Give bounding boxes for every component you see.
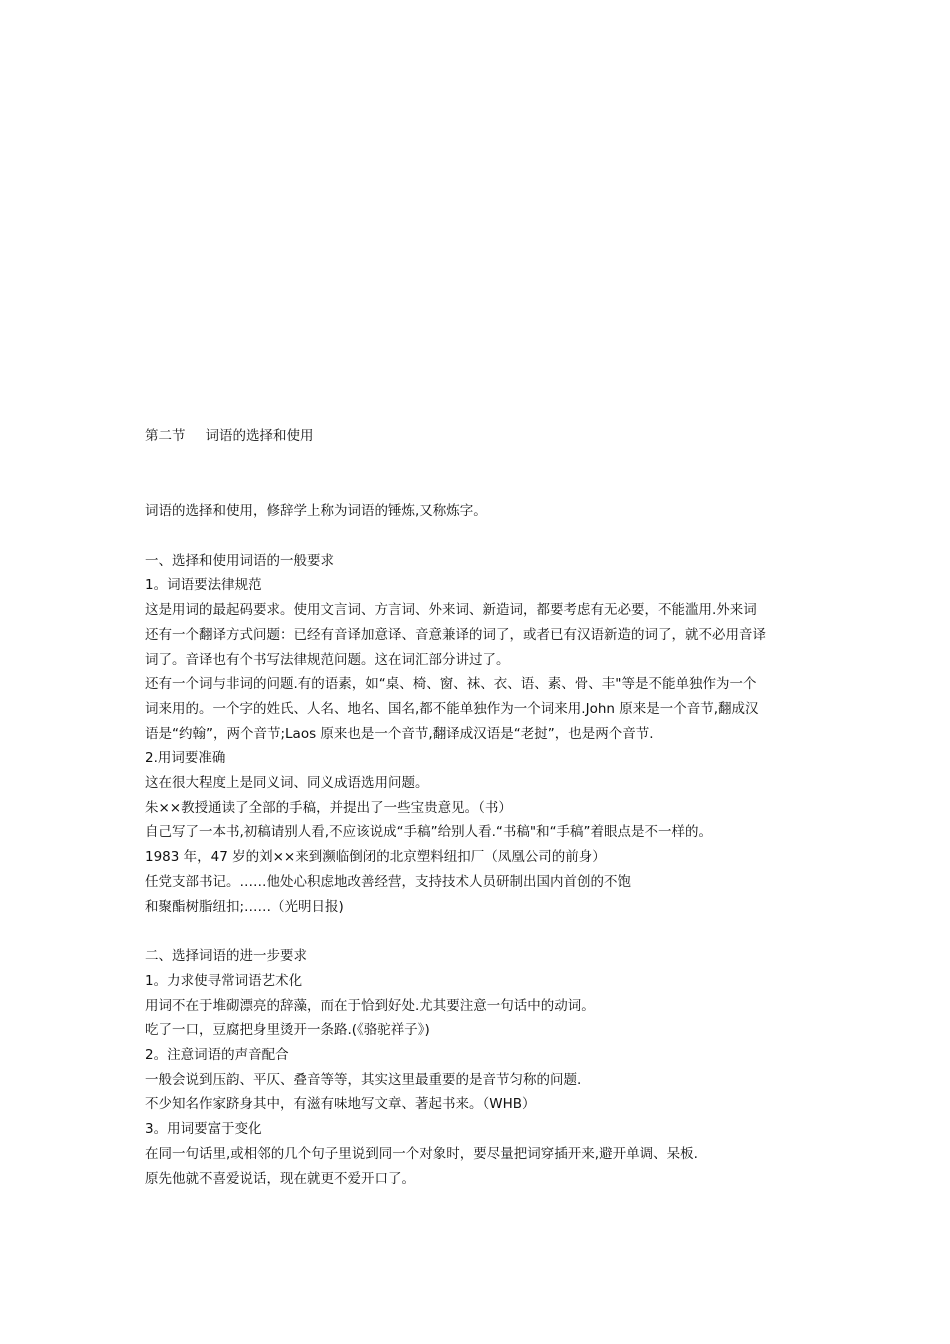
text-line: 朱××教授通读了全部的手稿，并提出了一些宝贵意见。（书） bbox=[145, 799, 512, 816]
text-line: 这在很大程度上是同义词、同义成语选用问题。 bbox=[145, 775, 429, 792]
section-title: 词语的选择和使用 bbox=[205, 428, 314, 444]
part-one bbox=[145, 549, 815, 920]
text-line: 一般会说到压韵、平仄、叠音等等，其实这里最重要的是音节匀称的问题. bbox=[145, 1071, 582, 1088]
section-number: 第二节 bbox=[145, 428, 186, 444]
text-line: 1。词语要法律规范 bbox=[145, 577, 262, 594]
text-line: 3。用词要富于变化 bbox=[145, 1121, 262, 1138]
text-line: 还有一个翻译方式问题：已经有音译加意译、音意兼译的词了，或者已有汉语新造的词了，就不必用音译 bbox=[145, 626, 766, 643]
part-one-heading: 一、选择和使用词语的一般要求 bbox=[145, 552, 334, 569]
text-line: 1。力求使寻常词语艺术化 bbox=[145, 972, 303, 989]
text-line: 这是用词的最起码要求。使用文言词、方言词、外来词、新造词，都要考虑有无必要，不能滥用.外来词 bbox=[145, 602, 757, 619]
intro-text: 词语的选择和使用，修辞学上称为词语的锤炼,又称炼字。 bbox=[145, 503, 487, 519]
text-line: 在同一句话里,或相邻的几个句子里说到同一个对象时，要尽量把词穿插开来,避开单调、呆板. bbox=[145, 1145, 698, 1162]
text-line: 不少知名作家跻身其中，有滋有味地写文章、著起书来。（WHB） bbox=[145, 1096, 536, 1113]
text-line: 词了。音译也有个书写法律规范问题。这在词汇部分讲过了。 bbox=[145, 651, 510, 668]
section-heading bbox=[145, 424, 815, 448]
text-line: 原先他就不喜爱说话，现在就更不爱开口了。 bbox=[145, 1170, 415, 1187]
text-line: 任党支部书记。……他处心积虑地改善经营，支持技术人员研制出国内首创的不饱 bbox=[145, 873, 631, 890]
text-line: 吃了一口，豆腐把身里烫开一条路.(《骆驼祥子》) bbox=[145, 1022, 430, 1039]
text-line: 词来用的。一个字的姓氏、人名、地名、国名,都不能单独作为一个词来用.John 原来是一个音节,翻成汉 bbox=[145, 700, 759, 717]
text-line: 自己写了一本书,初稿请别人看,不应该说成“手稿”给别人看.“书稿"和“手稿”着眼点是不一样的。 bbox=[145, 824, 713, 841]
document-body bbox=[145, 424, 815, 1191]
part-two bbox=[145, 944, 815, 1191]
intro-paragraph bbox=[145, 499, 815, 524]
text-line: 2.用词要准确 bbox=[145, 750, 226, 767]
text-line: 还有一个词与非词的问题.有的语素，如“桌、椅、窗、袜、衣、语、素、骨、丰"等是不能单独作为一个 bbox=[145, 676, 757, 693]
part-two-heading: 二、选择词语的进一步要求 bbox=[145, 948, 307, 965]
text-line: 和聚酯树脂纽扣;……（光明日报) bbox=[145, 898, 344, 915]
text-line: 2。注意词语的声音配合 bbox=[145, 1047, 289, 1064]
text-line: 语是“约翰”，两个音节;Laos 原来也是一个音节,翻译成汉语是“老挝”，也是两个音节. bbox=[145, 725, 654, 742]
text-line: 1983 年，47 岁的刘××来到濒临倒闭的北京塑料纽扣厂（凤凰公司的前身） bbox=[145, 849, 606, 866]
text-line: 用词不在于堆砌漂亮的辞藻，而在于恰到好处.尤其要注意一句话中的动词。 bbox=[145, 997, 595, 1014]
